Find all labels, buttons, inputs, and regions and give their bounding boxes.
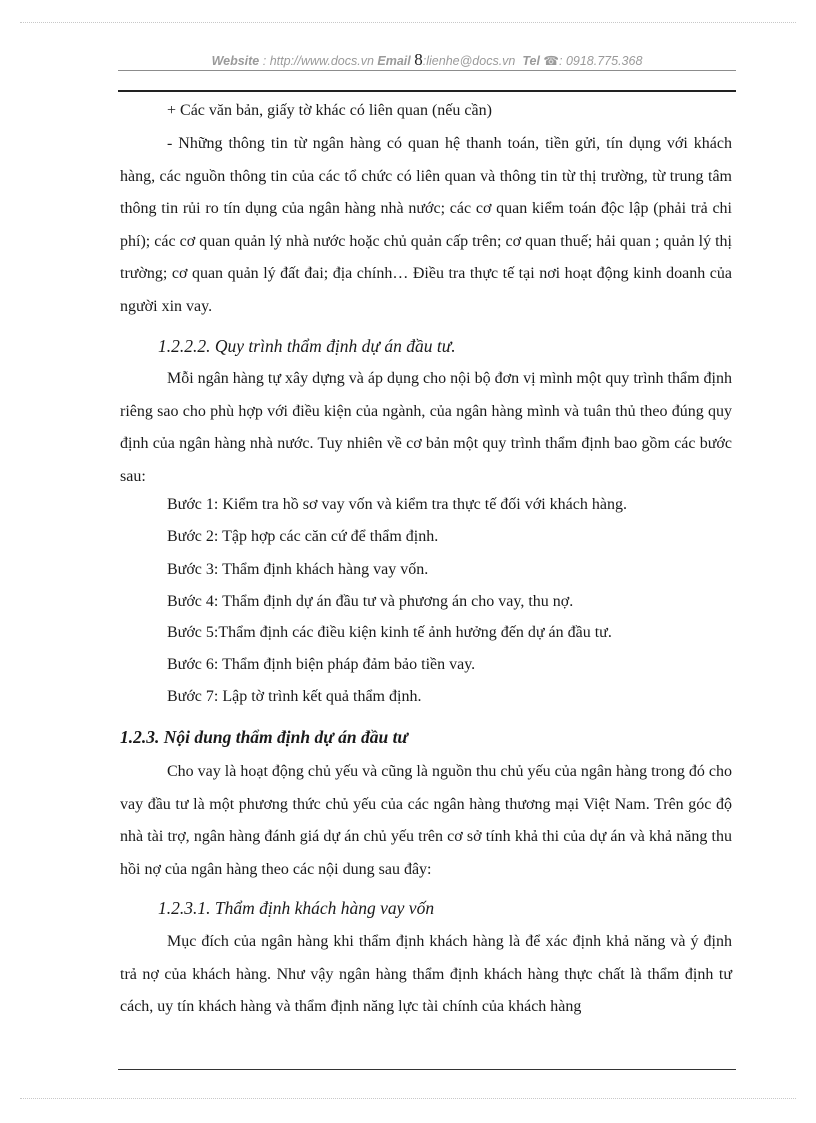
process-paragraph: Mỗi ngân hàng tự xây dựng và áp dụng cho nội bộ đơn vị mình một quy trình thẩm định riêng sao cho phù hợp với điều kiện của ngành, của ngân hàng mình và tuân thủ theo đúng quy định của ngân hàng nhà nước. Tuy nhiên về cơ bản một quy trình thẩm định bao gồm các bước sau: (120, 370, 732, 485)
step-5: Bước 5:Thẩm định các điều kiện kinh tế ảnh hưởng đến dự án đầu tư. (167, 624, 612, 641)
step-6: Bước 6: Thẩm định biện pháp đảm bảo tiền vay. (167, 656, 476, 673)
info-paragraph: - Những thông tin từ ngân hàng có quan hệ thanh toán, tiền gửi, tín dụng với khách hàng, các nguồn thông tin của các tổ chức có liên quan và thông tin từ thị trường, từ trung tâm thông tin rủi ro tín dụng của ngân hàng nhà nước; các cơ quan kiểm toán độc lập (phải trả chi phí); các cơ quan quản lý nhà nước hoặc chủ quản cấp trên; cơ quan thuế; hải quan ; quản lý thị trường; cơ quan quản lý đất đai; địa chính… Điều tra thực tế tại nơi hoạt động kinh doanh của người xin vay. (120, 135, 732, 315)
content-paragraph: Cho vay là hoạt động chủ yếu và cũng là nguồn thu chủ yếu của ngân hàng trong đó cho vay đầu tư là một phương thức chủ yếu của các ngân hàng thương mại Việt Nam. Trên góc độ nhà tài trợ, ngân hàng đánh giá dự án chủ yếu trên cơ sở tính khả thi của dự án và khả năng thu hồi nợ của ngân hàng theo các nội dung sau đây: (120, 763, 732, 878)
step-1: Bước 1: Kiểm tra hồ sơ vay vốn và kiểm tra thực tế đối với khách hàng. (167, 496, 627, 513)
email-label: Email (377, 54, 411, 68)
website-label: Website (211, 54, 260, 68)
doc-bullet: + Các văn bản, giấy tờ khác có liên quan (nếu cần) (167, 102, 492, 119)
email-separator: : (422, 54, 427, 68)
tel-number: : 0918.775.368 (559, 54, 643, 68)
website-url: : http://www.docs.vn (262, 54, 374, 68)
header-rule-thin (118, 70, 736, 71)
page-header (118, 50, 736, 70)
step-7: Bước 7: Lập tờ trình kết quả thẩm định. (167, 688, 422, 705)
header-rule-thick (118, 90, 736, 92)
purpose-paragraph: Mục đích của ngân hàng khi thẩm định khách hàng là để xác định khả năng và ý định trả nợ của khách hàng. Như vậy ngân hàng thẩm định khách hàng thực chất là thẩm định tư cách, uy tín khách hàng và thẩm định năng lực tài chính của khách hàng (120, 933, 732, 1015)
heading-123: 1.2.3. Nội dung thẩm định dự án đầu tư (120, 727, 408, 747)
footer-rule (118, 1069, 736, 1070)
tel-label: Tel (522, 54, 540, 68)
heading-1231: 1.2.3.1. Thẩm định khách hàng vay vốn (158, 898, 435, 918)
phone-icon: ☎ (543, 54, 559, 68)
email-address: lienhe@docs.vn (426, 54, 516, 68)
step-4: Bước 4: Thẩm định dự án đầu tư và phương án cho vay, thu nợ. (167, 593, 574, 610)
page-border-bottom (20, 1098, 796, 1099)
heading-1222: 1.2.2.2. Quy trình thẩm định dự án đầu tư. (158, 336, 456, 356)
page-border-top (20, 22, 796, 23)
page-number: 8 (414, 50, 423, 69)
step-3: Bước 3: Thẩm định khách hàng vay vốn. (167, 561, 429, 578)
step-2: Bước 2: Tập hợp các căn cứ để thẩm định. (167, 528, 439, 545)
